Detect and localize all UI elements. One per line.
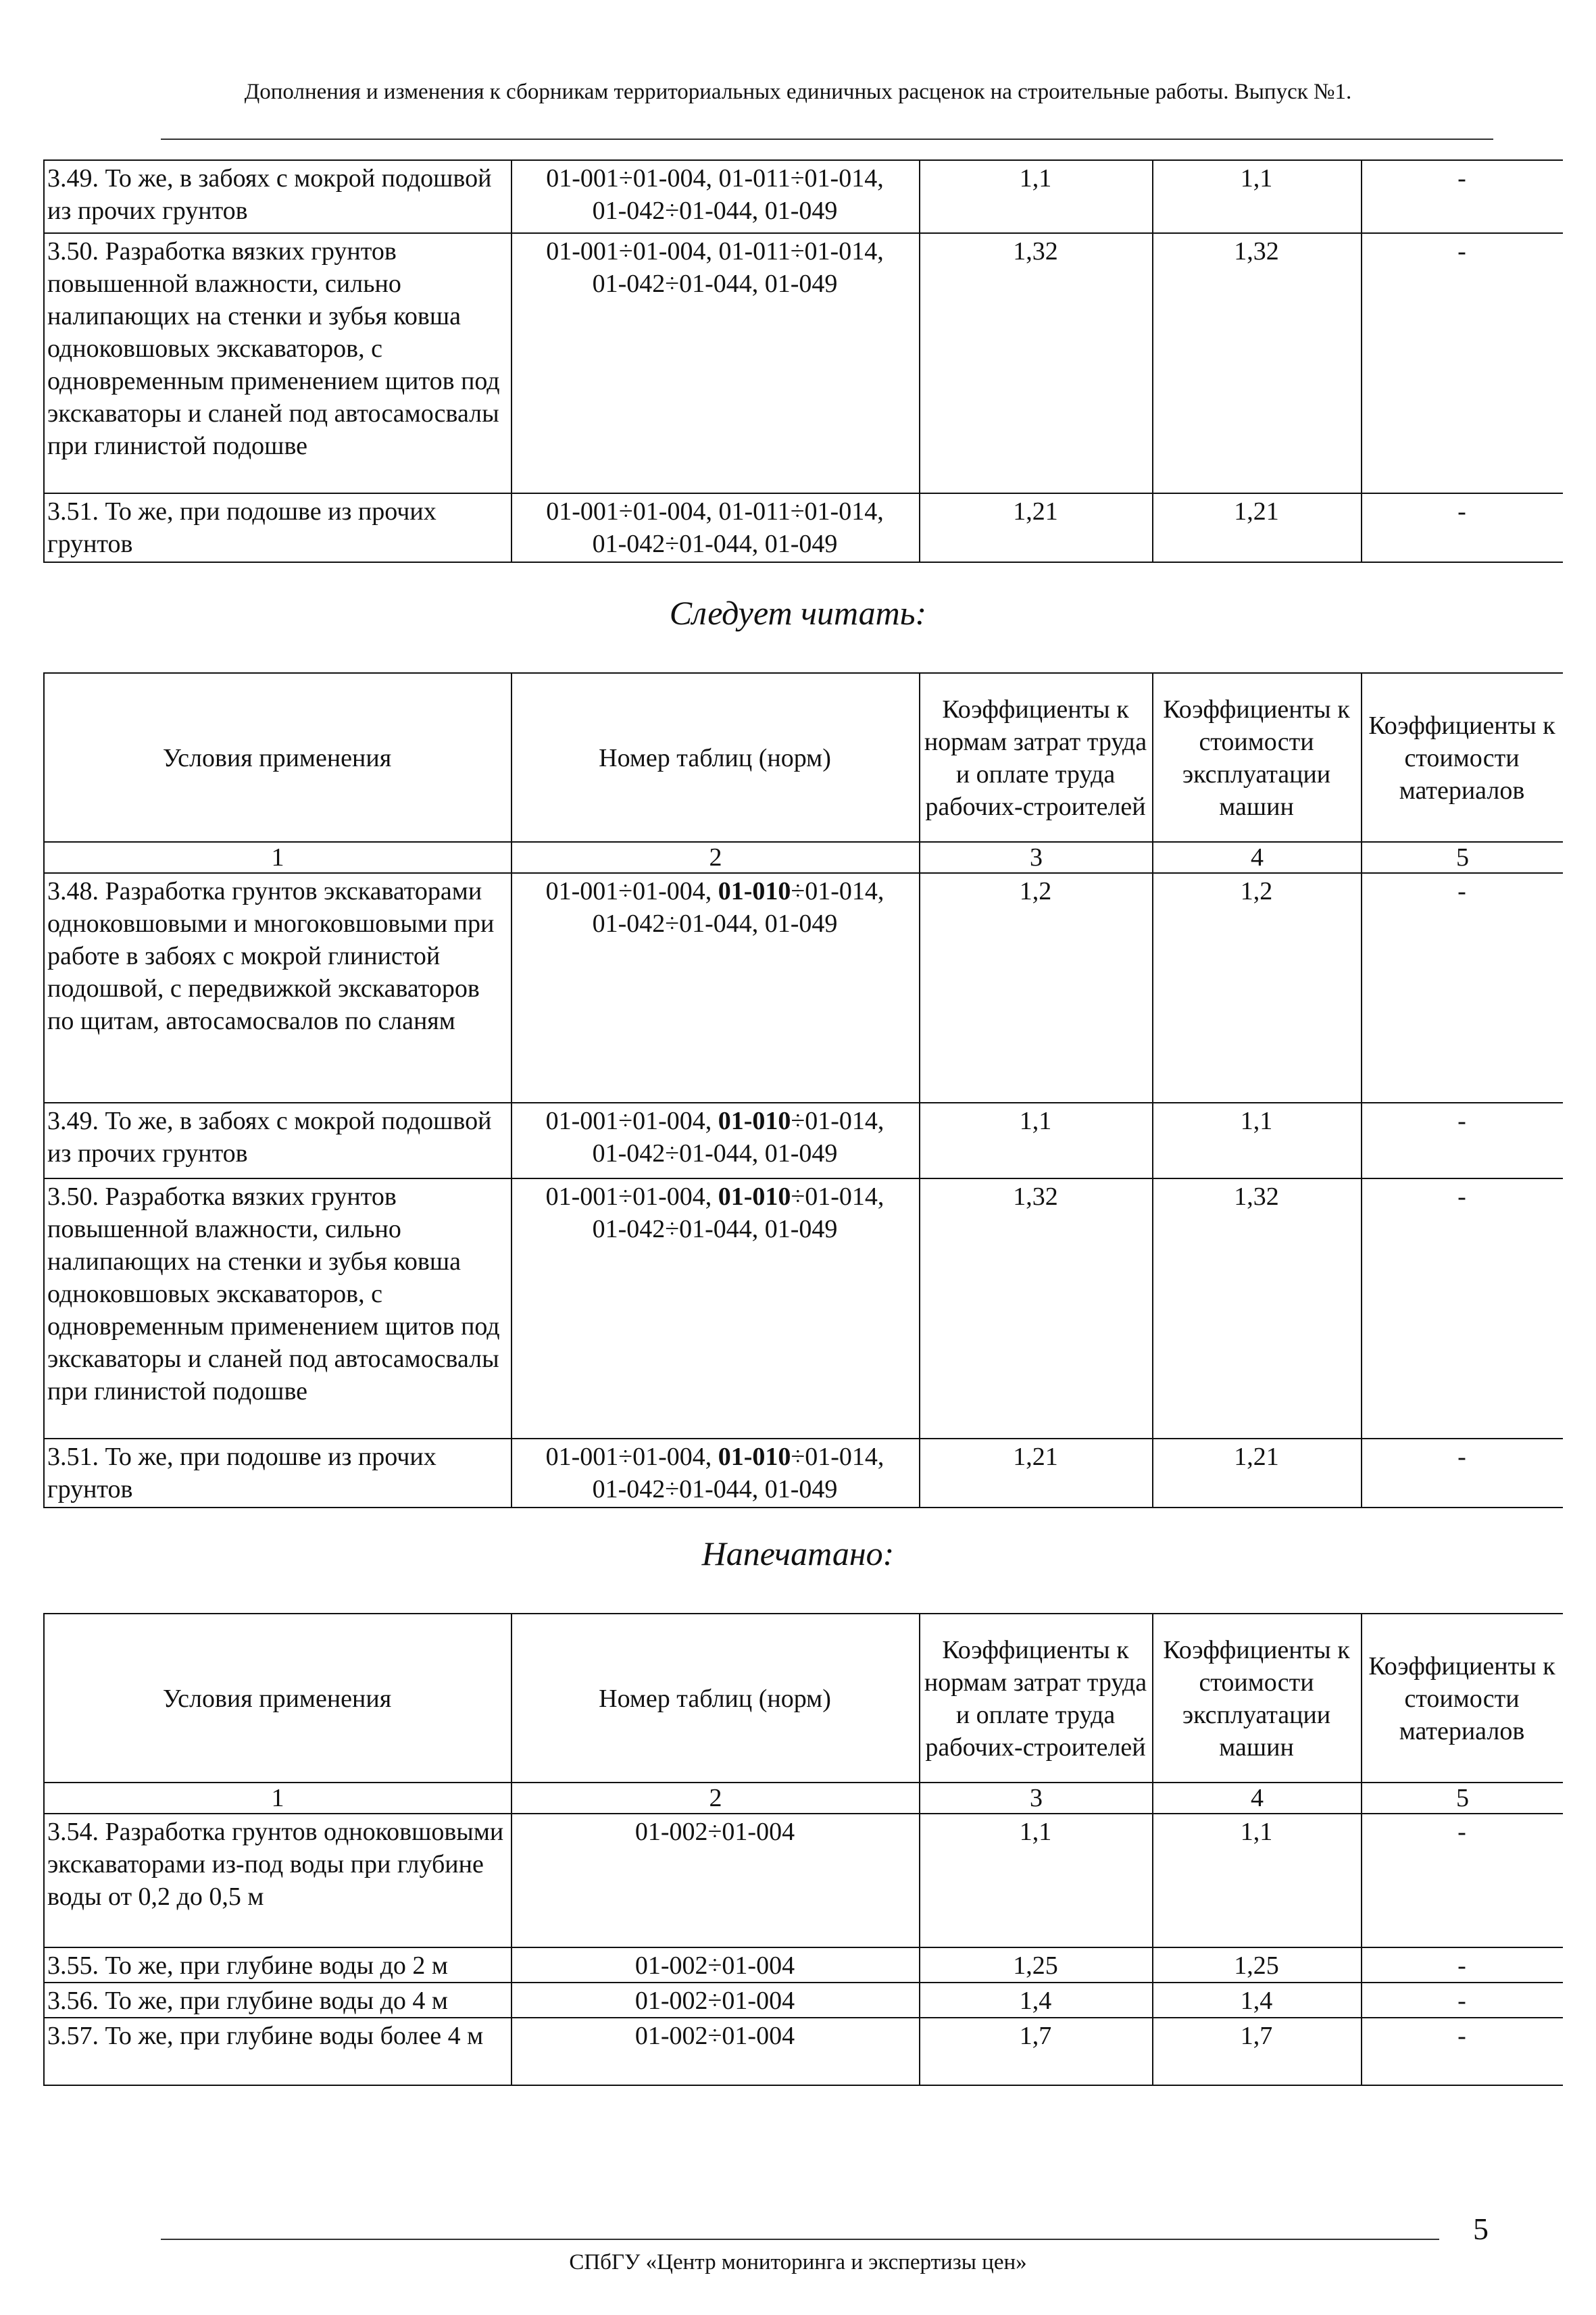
table-numbers-cell: 01-002÷01-004 <box>512 1814 920 1947</box>
machine-coef-cell: 1,4 <box>1153 1983 1362 2018</box>
table-numbers-line: 01-001÷01-004, 01-011÷01-014, <box>546 237 884 266</box>
condition-cell: 3.49. То же, в забоях с мокрой подошвой из прочих грунтов <box>44 160 512 233</box>
table-numbers-line <box>515 1105 915 1137</box>
table-header-row <box>44 673 1563 842</box>
column-header-conditions: Условия применения <box>44 1614 512 1783</box>
material-coef-cell: - <box>1362 160 1563 233</box>
table-numbers-line <box>515 875 915 907</box>
condition-cell: 3.48. Разработка грунтов экскаваторами одноковшовыми и многоковшовыми при работе в забоях с мокрой глинистой подошвой, с передвижкой экскаваторов по щитам, автосамосвалов по сланям <box>44 873 512 1103</box>
material-coef-cell: - <box>1362 873 1563 1103</box>
column-number-row <box>44 1783 1563 1814</box>
footer-divider <box>161 2239 1439 2240</box>
page-header-title: Дополнения и изменения к сборникам территориальных единичных расценок на строительные работы. Выпуск №1. <box>244 80 1352 104</box>
table-numbers-cell: 01-002÷01-004 <box>512 1947 920 1983</box>
machine-coef-cell: 1,1 <box>1153 1103 1362 1178</box>
column-number: 3 <box>920 842 1153 873</box>
column-header-conditions: Условия применения <box>44 673 512 842</box>
material-coef-cell: - <box>1362 493 1563 562</box>
column-number: 4 <box>1153 1783 1362 1814</box>
condition-cell: 3.50. Разработка вязких грунтов повышенной влажности, сильно налипающих на стенки и зубья ковша одноковшовых экскаваторов, с одновременным применением щитов под экскаваторы и сланей под автосамосвалы при глинистой подошве <box>44 1178 512 1439</box>
table-row <box>44 1439 1563 1508</box>
condition-cell: 3.57. То же, при глубине воды более 4 м <box>44 2018 512 2085</box>
column-number: 3 <box>920 1783 1153 1814</box>
table-row <box>44 1814 1563 1947</box>
labor-coef-cell: 1,1 <box>920 160 1153 233</box>
material-coef-cell: - <box>1362 1439 1563 1508</box>
machine-coef-cell: 1,21 <box>1153 1439 1362 1508</box>
column-number: 5 <box>1362 842 1563 873</box>
column-number: 4 <box>1153 842 1362 873</box>
column-header-machine-coef: Коэффициенты к стоимости эксплуатации машин <box>1153 1614 1362 1783</box>
labor-coef-cell: 1,4 <box>920 1983 1153 2018</box>
table-numbers-line: 01-042÷01-044, 01-049 <box>592 530 838 558</box>
table-row <box>44 873 1563 1103</box>
column-number: 5 <box>1362 1783 1563 1814</box>
labor-coef-cell: 1,1 <box>920 1103 1153 1178</box>
machine-coef-cell: 1,1 <box>1153 1814 1362 1947</box>
column-number: 2 <box>512 1783 920 1814</box>
table-numbers-text: ÷01-014, <box>791 877 884 905</box>
table-numbers-cell <box>512 1439 920 1508</box>
table-row <box>44 2018 1563 2085</box>
table-row <box>44 1103 1563 1178</box>
table-numbers-cell <box>512 873 920 1103</box>
material-coef-cell: - <box>1362 1103 1563 1178</box>
column-header-labor-coef: Коэффициенты к нормам затрат труда и оплате труда рабочих-строителей <box>920 673 1153 842</box>
machine-coef-cell: 1,2 <box>1153 873 1362 1103</box>
machine-coef-cell: 1,21 <box>1153 493 1362 562</box>
condition-cell: 3.56. То же, при глубине воды до 4 м <box>44 1983 512 2018</box>
table-numbers-cell <box>512 1178 920 1439</box>
table-numbers-line: 01-001÷01-004, 01-011÷01-014, <box>546 497 884 526</box>
table-numbers-cell <box>512 493 920 562</box>
condition-cell: 3.54. Разработка грунтов одноковшовыми экскаваторами из-под воды при глубине воды от 0,2 до 0,5 м <box>44 1814 512 1947</box>
labor-coef-cell: 1,1 <box>920 1814 1153 1947</box>
table-row <box>44 233 1563 493</box>
table-numbers-cell: 01-002÷01-004 <box>512 2018 920 2085</box>
column-header-labor-coef: Коэффициенты к нормам затрат труда и оплате труда рабочих-строителей <box>920 1614 1153 1783</box>
column-number: 1 <box>44 842 512 873</box>
table-row <box>44 493 1563 562</box>
condition-cell: 3.51. То же, при подошве из прочих грунтов <box>44 493 512 562</box>
table-numbers-text: ÷01-014, <box>791 1107 884 1135</box>
labor-coef-cell: 1,32 <box>920 233 1153 493</box>
highlighted-code: 01-010 <box>718 877 791 905</box>
table-numbers-cell <box>512 233 920 493</box>
condition-cell: 3.55. То же, при глубине воды до 2 м <box>44 1947 512 1983</box>
labor-coef-cell: 1,21 <box>920 1439 1153 1508</box>
table-numbers-line: 01-042÷01-044, 01-049 <box>592 910 838 938</box>
section-title-printed: Напечатано: <box>701 1535 895 1572</box>
table-numbers-line: 01-042÷01-044, 01-049 <box>592 1475 838 1503</box>
header-divider <box>161 139 1493 140</box>
material-coef-cell: - <box>1362 233 1563 493</box>
table-header-row <box>44 1614 1563 1783</box>
labor-coef-cell: 1,21 <box>920 493 1153 562</box>
table-numbers-line: 01-042÷01-044, 01-049 <box>592 270 838 298</box>
table-numbers-line <box>515 1441 915 1473</box>
printed-table <box>43 1613 1563 2086</box>
material-coef-cell: - <box>1362 2018 1563 2085</box>
table-row <box>44 160 1563 233</box>
table-row <box>44 1178 1563 1439</box>
machine-coef-cell: 1,32 <box>1153 233 1362 493</box>
labor-coef-cell: 1,2 <box>920 873 1153 1103</box>
footer-organization: СПбГУ «Центр мониторинга и экспертизы цен» <box>569 2250 1027 2274</box>
condition-cell: 3.50. Разработка вязких грунтов повышенной влажности, сильно налипающих на стенки и зубья ковша одноковшовых экскаваторов, с одновременным применением щитов под экскаваторы и сланей под автосамосвалы при глинистой подошве <box>44 233 512 493</box>
highlighted-code: 01-010 <box>718 1183 791 1211</box>
table-row <box>44 1983 1563 2018</box>
labor-coef-cell: 1,7 <box>920 2018 1153 2085</box>
table-numbers-text: 01-001÷01-004, <box>545 1107 718 1135</box>
machine-coef-cell: 1,1 <box>1153 160 1362 233</box>
section-title-read: Следует читать: <box>669 594 927 632</box>
table-numbers-line: 01-001÷01-004, 01-011÷01-014, <box>546 164 884 193</box>
table-numbers-text: ÷01-014, <box>791 1183 884 1211</box>
corrected-table <box>43 672 1563 1508</box>
page-number: 5 <box>1473 2212 1489 2246</box>
column-number-row <box>44 842 1563 873</box>
highlighted-code: 01-010 <box>718 1443 791 1471</box>
material-coef-cell: - <box>1362 1983 1563 2018</box>
table-numbers-text: 01-001÷01-004, <box>545 877 718 905</box>
continuation-table <box>43 159 1563 563</box>
table-numbers-text: ÷01-014, <box>791 1443 884 1471</box>
table-numbers-line: 01-042÷01-044, 01-049 <box>592 1139 838 1168</box>
column-number: 2 <box>512 842 920 873</box>
material-coef-cell: - <box>1362 1814 1563 1947</box>
column-header-material-coef: Коэффициенты к стоимости материалов <box>1362 673 1563 842</box>
highlighted-code: 01-010 <box>718 1107 791 1135</box>
condition-cell: 3.51. То же, при подошве из прочих грунтов <box>44 1439 512 1508</box>
column-number: 1 <box>44 1783 512 1814</box>
table-numbers-cell: 01-002÷01-004 <box>512 1983 920 2018</box>
machine-coef-cell: 1,32 <box>1153 1178 1362 1439</box>
table-row <box>44 1947 1563 1983</box>
labor-coef-cell: 1,25 <box>920 1947 1153 1983</box>
material-coef-cell: - <box>1362 1947 1563 1983</box>
table-numbers-text: 01-001÷01-004, <box>545 1183 718 1211</box>
column-header-table-numbers: Номер таблиц (норм) <box>512 673 920 842</box>
column-header-material-coef: Коэффициенты к стоимости материалов <box>1362 1614 1563 1783</box>
table-numbers-line: 01-042÷01-044, 01-049 <box>592 197 838 225</box>
table-numbers-line <box>515 1180 915 1213</box>
labor-coef-cell: 1,32 <box>920 1178 1153 1439</box>
table-numbers-text: 01-001÷01-004, <box>545 1443 718 1471</box>
table-numbers-cell <box>512 1103 920 1178</box>
material-coef-cell: - <box>1362 1178 1563 1439</box>
column-header-table-numbers: Номер таблиц (норм) <box>512 1614 920 1783</box>
machine-coef-cell: 1,25 <box>1153 1947 1362 1983</box>
machine-coef-cell: 1,7 <box>1153 2018 1362 2085</box>
condition-cell: 3.49. То же, в забоях с мокрой подошвой из прочих грунтов <box>44 1103 512 1178</box>
table-numbers-line: 01-042÷01-044, 01-049 <box>592 1215 838 1243</box>
column-header-machine-coef: Коэффициенты к стоимости эксплуатации машин <box>1153 673 1362 842</box>
table-numbers-cell <box>512 160 920 233</box>
